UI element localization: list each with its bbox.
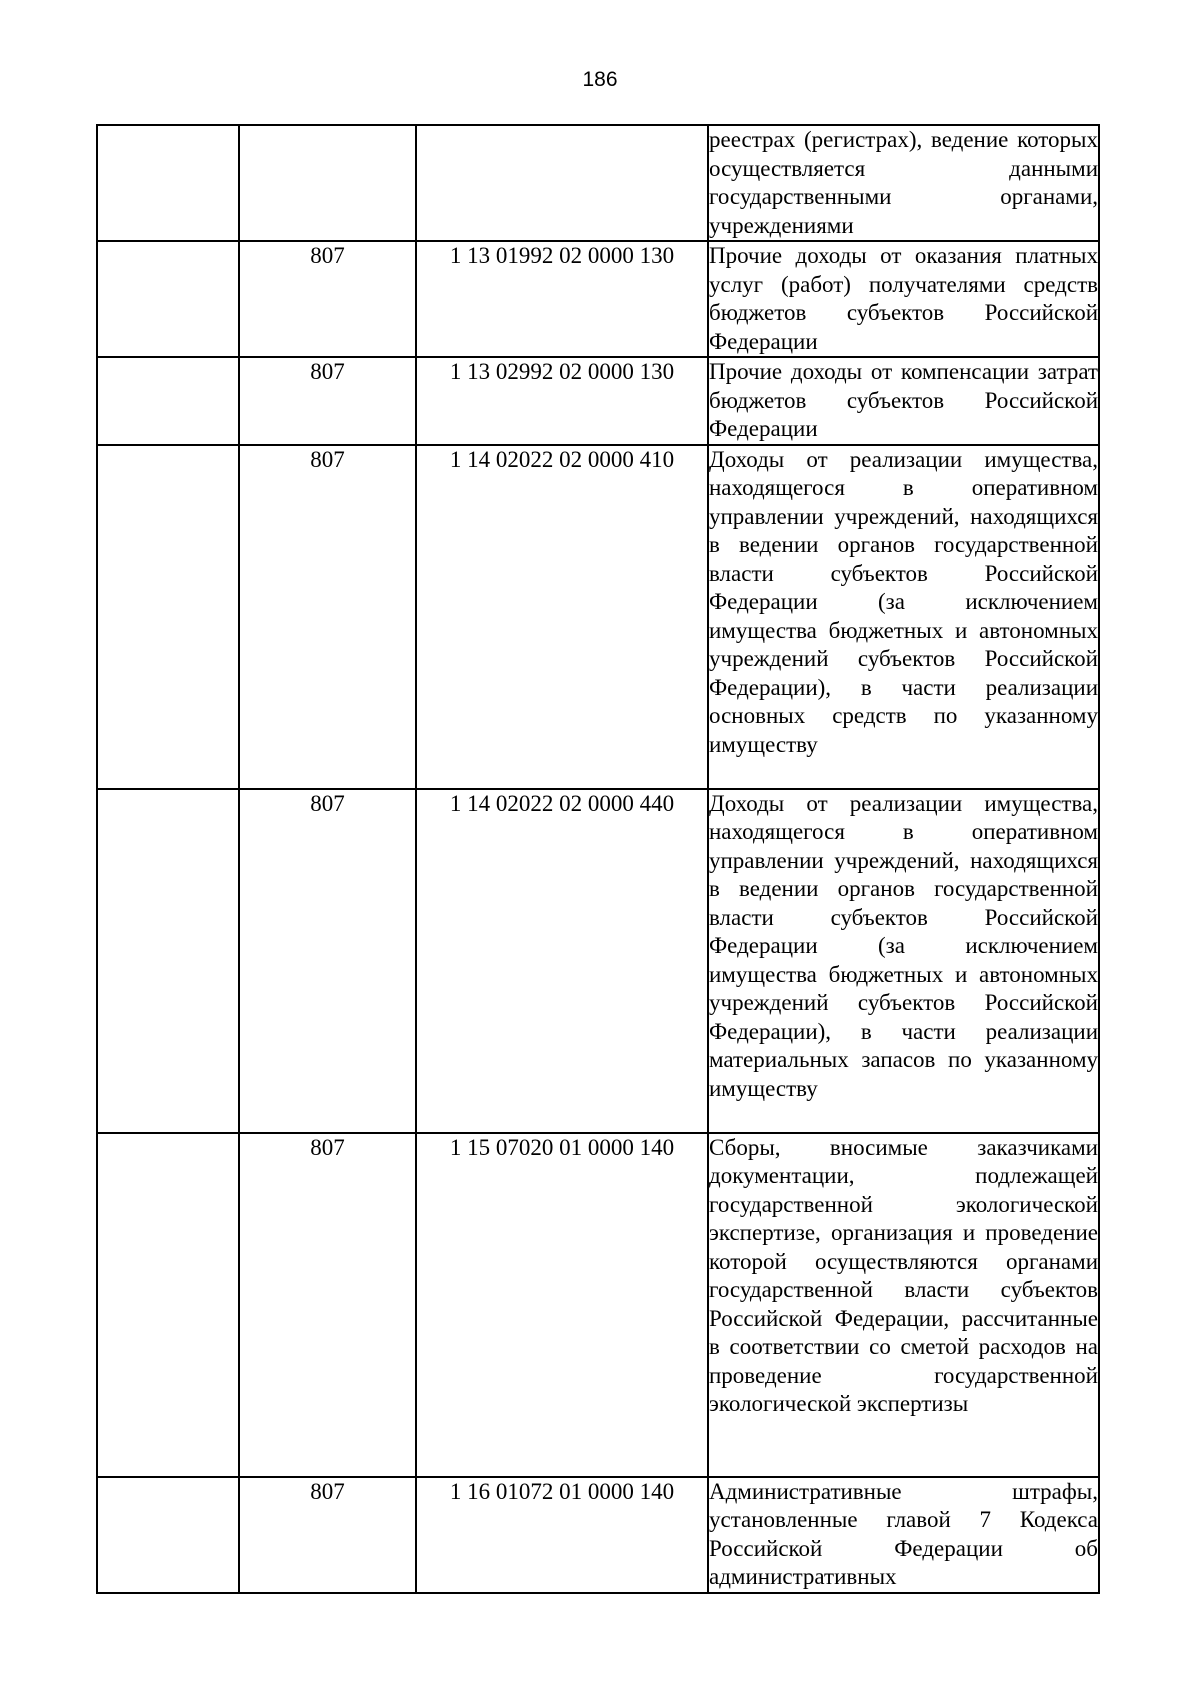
table-row	[97, 241, 1099, 357]
description-cell: Административные штрафы, установленные главой 7 Кодекса Российской Федерации об административных	[708, 1477, 1099, 1593]
kbk-code-cell: 1 16 01072 01 0000 140	[416, 1477, 708, 1593]
row-number-cell	[97, 125, 239, 241]
row-number-cell	[97, 1133, 239, 1477]
admin-code-cell: 807	[239, 1133, 416, 1477]
kbk-code-cell: 1 13 01992 02 0000 130	[416, 241, 708, 357]
row-number-cell	[97, 445, 239, 789]
admin-code-cell: 807	[239, 1477, 416, 1593]
kbk-code-cell: 1 15 07020 01 0000 140	[416, 1133, 708, 1477]
table-row	[97, 1477, 1099, 1593]
page-number: 186	[582, 68, 618, 91]
kbk-code-cell	[416, 125, 708, 241]
admin-code-cell: 807	[239, 357, 416, 445]
table-row	[97, 789, 1099, 1133]
row-number-cell	[97, 241, 239, 357]
description-cell: Прочие доходы от оказания платных услуг (работ) получателями средств бюджетов субъектов Российской Федерации	[708, 241, 1099, 357]
revenue-codes-table	[96, 124, 1100, 1594]
row-number-cell	[97, 789, 239, 1133]
description-cell: Прочие доходы от компенсации затрат бюджетов субъектов Российской Федерации	[708, 357, 1099, 445]
kbk-code-cell: 1 13 02992 02 0000 130	[416, 357, 708, 445]
table-row	[97, 125, 1099, 241]
description-cell: Сборы, вносимые заказчиками документации, подлежащей государственной экологической экспертизе, организация и проведение которой осуществляются органами государственной власти субъектов Российской Федерации, рассчитанные в соответствии со сметой расходов на проведение государственной экологической экспертизы	[708, 1133, 1099, 1477]
row-number-cell	[97, 1477, 239, 1593]
table-row	[97, 1133, 1099, 1477]
description-cell: Доходы от реализации имущества, находящегося в оперативном управлении учреждений, находящихся в ведении органов государственной власти субъектов Российской Федерации (за исключением имущества бюджетных и автономных учреждений субъектов Российской Федерации), в части реализации основных средств по указанному имуществу	[708, 445, 1099, 789]
description-cell: Доходы от реализации имущества, находящегося в оперативном управлении учреждений, находящихся в ведении органов государственной власти субъектов Российской Федерации (за исключением имущества бюджетных и автономных учреждений субъектов Российской Федерации), в части реализации материальных запасов по указанному имуществу	[708, 789, 1099, 1133]
table-row	[97, 357, 1099, 445]
table-row	[97, 445, 1099, 789]
admin-code-cell: 807	[239, 445, 416, 789]
admin-code-cell: 807	[239, 789, 416, 1133]
row-number-cell	[97, 357, 239, 445]
kbk-code-cell: 1 14 02022 02 0000 410	[416, 445, 708, 789]
description-cell: реестрах (регистрах), ведение которых осуществляется данными государственными органами, учреждениями	[708, 125, 1099, 241]
admin-code-cell: 807	[239, 241, 416, 357]
admin-code-cell	[239, 125, 416, 241]
kbk-code-cell: 1 14 02022 02 0000 440	[416, 789, 708, 1133]
